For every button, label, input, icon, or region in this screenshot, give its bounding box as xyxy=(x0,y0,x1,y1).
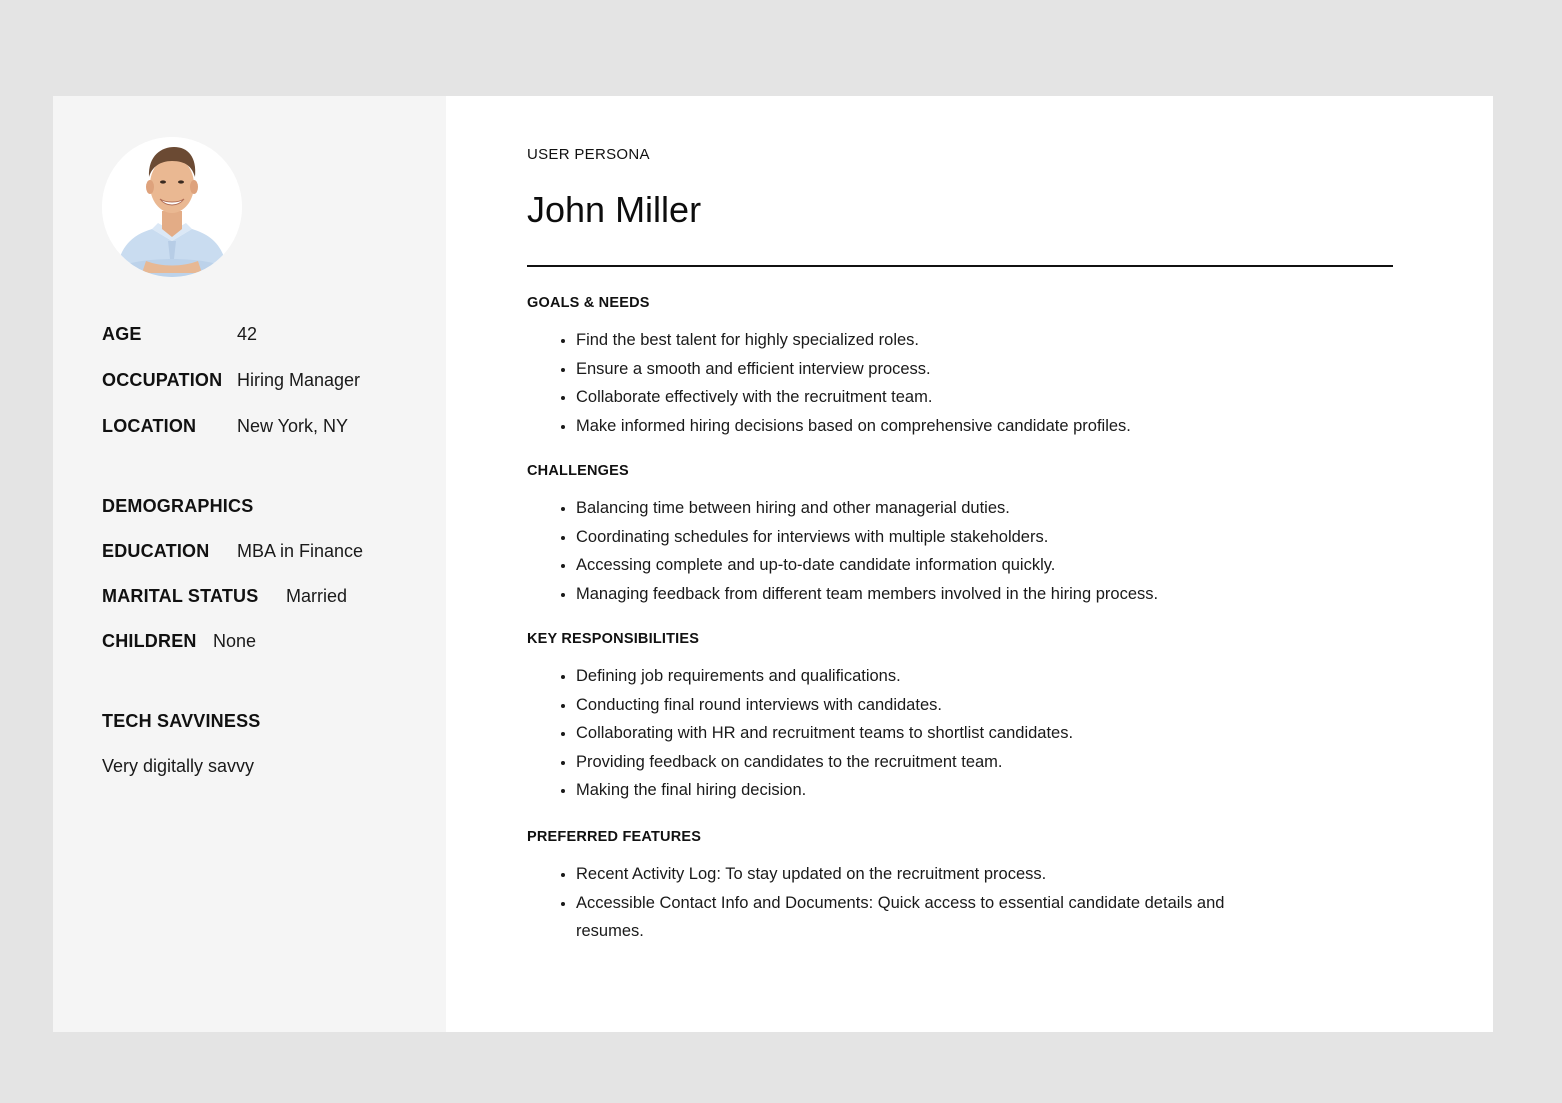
children-field xyxy=(102,630,257,652)
challenges-list xyxy=(527,494,1327,608)
list-item: • Coordinating schedules for interviews with multiple stakeholders. xyxy=(576,523,1327,552)
tech-savviness-heading: TECH SAVVINESS xyxy=(102,711,261,731)
eyebrow-label: USER PERSONA xyxy=(527,146,650,163)
children-value: None xyxy=(213,631,257,651)
list-item: • Accessing complete and up-to-date candidate information quickly. xyxy=(576,551,1327,580)
list-item: • Ensure a smooth and efficient interview process. xyxy=(576,355,1327,384)
list-item: • Conducting final round interviews with candidates. xyxy=(576,691,1327,720)
tech-savviness-value: Very digitally savvy xyxy=(102,756,255,776)
goals-heading: GOALS & NEEDS xyxy=(527,295,650,311)
occupation-field xyxy=(102,369,361,391)
location-value: New York, NY xyxy=(237,416,349,436)
age-value: 42 xyxy=(237,324,258,344)
challenges-section xyxy=(527,462,1327,608)
age-label: AGE xyxy=(102,324,142,344)
marital-status-label: MARITAL STATUS xyxy=(102,586,259,606)
age-field xyxy=(102,323,258,345)
list-item: • Find the best talent for highly specialized roles. xyxy=(576,326,1327,355)
occupation-label: OCCUPATION xyxy=(102,370,223,390)
persona-content xyxy=(446,96,1493,1032)
demographics-heading: DEMOGRAPHICS xyxy=(102,496,254,516)
list-item: • Balancing time between hiring and other managerial duties. xyxy=(576,494,1327,523)
list-item: • Make informed hiring decisions based on comprehensive candidate profiles. xyxy=(576,412,1327,441)
education-value: MBA in Finance xyxy=(237,541,364,561)
location-field xyxy=(102,415,349,437)
children-label: CHILDREN xyxy=(102,631,197,651)
list-item: • Collaborating with HR and recruitment teams to shortlist candidates. xyxy=(576,719,1327,748)
list-item: • Defining job requirements and qualifications. xyxy=(576,662,1327,691)
responsibilities-section xyxy=(527,630,1327,805)
persona-card xyxy=(53,96,1493,1032)
list-item: • Collaborate effectively with the recruitment team. xyxy=(576,383,1327,412)
features-heading: PREFERRED FEATURES xyxy=(527,829,702,845)
list-item: • Recent Activity Log: To stay updated on the recruitment process. xyxy=(576,860,1287,889)
education-field xyxy=(102,540,364,562)
list-item: • Providing feedback on candidates to the recruitment team. xyxy=(576,748,1327,777)
goals-list xyxy=(527,326,1327,440)
features-section xyxy=(527,828,1287,946)
marital-status-value: Married xyxy=(286,586,348,606)
goals-section xyxy=(527,294,1327,440)
education-label: EDUCATION xyxy=(102,541,210,561)
responsibilities-heading: KEY RESPONSIBILITIES xyxy=(527,631,700,647)
list-item: • Accessible Contact Info and Documents: Quick access to essential candidate details and resumes. xyxy=(576,889,1287,946)
avatar-photo xyxy=(102,137,242,277)
features-list xyxy=(527,860,1287,946)
location-label: LOCATION xyxy=(102,416,197,436)
list-item: • Managing feedback from different team members involved in the hiring process. xyxy=(576,580,1327,609)
profile-sidebar xyxy=(53,96,446,1032)
avatar xyxy=(102,137,242,277)
marital-status-field xyxy=(102,585,348,607)
occupation-value: Hiring Manager xyxy=(237,370,361,390)
persona-name: John Miller xyxy=(527,189,702,230)
responsibilities-list xyxy=(527,662,1327,805)
challenges-heading: CHALLENGES xyxy=(527,463,629,479)
header-divider xyxy=(527,265,1393,267)
list-item: • Making the final hiring decision. xyxy=(576,776,1327,805)
